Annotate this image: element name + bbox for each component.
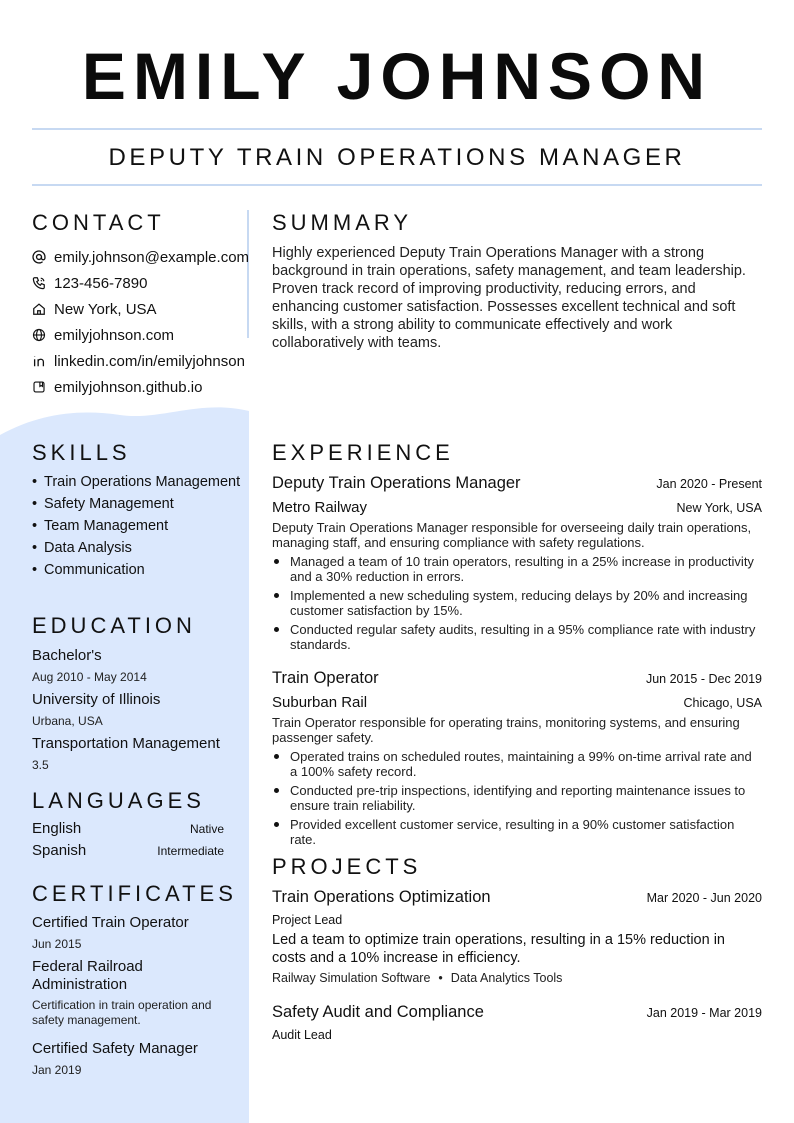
- contact-email-text: emily.johnson@example.com: [54, 248, 250, 266]
- contact-phone[interactable]: [32, 270, 262, 296]
- job-bullet: Conducted regular safety audits, resulting in a 95% compliance rate with industry standards.: [272, 622, 762, 652]
- job-bullets: [272, 749, 762, 847]
- certificate-name: Certified Train Operator: [32, 914, 189, 931]
- job-location: New York, USA: [676, 501, 762, 515]
- skill-item: • Safety Management: [32, 495, 242, 513]
- job-dates: Jan 2020 - Present: [656, 477, 762, 491]
- certificates-heading: CERTIFICATES: [32, 881, 237, 906]
- contact-linkedin-text: linkedin.com/in/emilyjohnson: [54, 352, 245, 370]
- certificate-date: Jan 2019: [32, 1063, 82, 1077]
- education-heading: EDUCATION: [32, 613, 196, 638]
- project-dates: Jan 2019 - Mar 2019: [646, 1006, 762, 1020]
- language-name: Spanish: [32, 842, 87, 859]
- job-description: Train Operator responsible for operating trains, monitoring systems, and ensuring passenger safety.: [272, 715, 740, 745]
- experience-heading: EXPERIENCE: [272, 440, 454, 465]
- job-bullet: Implemented a new scheduling system, reducing delays by 20% and increasing customer satisfaction by 15%.: [272, 588, 762, 618]
- skill-item: • Team Management: [32, 517, 242, 535]
- contact-website[interactable]: [32, 322, 262, 348]
- contact-email[interactable]: [32, 244, 262, 270]
- language-level: Native: [189, 822, 224, 836]
- skills-heading: SKILLS: [32, 440, 131, 465]
- job-title: Train Operator: [272, 669, 379, 687]
- header-bottom-rule: [32, 184, 762, 186]
- contact-github-text: emilyjohnson.github.io: [54, 378, 203, 396]
- job-company: Suburban Rail: [272, 694, 368, 711]
- contact-linkedin[interactable]: [32, 348, 262, 374]
- project-tech-list: Railway Simulation Software • Data Analytics Tools: [272, 971, 563, 985]
- project-dates: Mar 2020 - Jun 2020: [646, 891, 762, 905]
- job-bullet: Operated trains on scheduled routes, maintaining a 99% on-time arrival rate and a 100% safety record.: [272, 749, 762, 779]
- project-role: Audit Lead: [272, 1028, 332, 1042]
- phone-icon: [32, 276, 46, 290]
- contact-github[interactable]: [32, 374, 262, 400]
- certificate-name: Certified Safety Manager: [32, 1040, 198, 1057]
- language-level: Intermediate: [157, 844, 224, 858]
- job-role-title: DEPUTY TRAIN OPERATIONS MANAGER: [108, 144, 686, 171]
- job-bullet: Managed a team of 10 train operators, resulting in a 25% increase in productivity and a 30% reduction in errors.: [272, 554, 762, 584]
- education-school: University of Illinois: [32, 691, 161, 708]
- languages-list: [32, 820, 224, 864]
- job-description: Deputy Train Operations Manager responsible for overseeing daily train operations, managing staff, and ensuring compliance with safety regulations.: [272, 520, 752, 550]
- skill-item: • Train Operations Management: [32, 473, 242, 491]
- contact-location: [32, 296, 262, 322]
- candidate-name: EMILY JOHNSON: [81, 39, 713, 113]
- education-degree: Bachelor's: [32, 647, 102, 664]
- contact-phone-text: 123-456-7890: [54, 274, 148, 292]
- job-company: Metro Railway: [272, 499, 368, 516]
- contact-website-text: emilyjohnson.com: [54, 326, 175, 344]
- certificate-description: Certification in train operation and safety management.: [32, 998, 212, 1027]
- job-bullets: [272, 554, 762, 652]
- project-tech: Railway Simulation Software: [272, 971, 431, 985]
- languages-heading: LANGUAGES: [32, 788, 205, 813]
- summary-text: Highly experienced Deputy Train Operations Manager with a strong background in train operations, safety management, and team leadership. Proven track record of improving productivity, reducing errors, and enhancing customer satisfaction. Possesses excellent technical and soft skills, with a strong ability to communicate effectively and work collaboratively with teams.: [272, 245, 746, 351]
- education-field: Transportation Management: [32, 735, 220, 752]
- globe-icon: [32, 328, 46, 342]
- contact-list: [32, 244, 262, 400]
- education-gpa: 3.5: [32, 758, 49, 772]
- header-top-rule: [32, 128, 762, 130]
- project-tech: Data Analytics Tools: [450, 971, 563, 985]
- skill-item: • Communication: [32, 561, 242, 579]
- certificate-name: Federal Railroad Administration: [32, 958, 143, 993]
- language-item: [32, 842, 224, 864]
- home-icon: [32, 302, 46, 316]
- experience-entry: [272, 474, 762, 656]
- project-role: Project Lead: [272, 913, 343, 927]
- education-dates: Aug 2010 - May 2014: [32, 670, 147, 684]
- job-bullet: Provided excellent customer service, resulting in a 90% customer satisfaction rate.: [272, 817, 762, 847]
- job-title: Deputy Train Operations Manager: [272, 474, 521, 492]
- skills-list: [32, 473, 242, 583]
- skill-item: • Data Analysis: [32, 539, 242, 557]
- portfolio-icon: [32, 380, 46, 394]
- summary-heading: SUMMARY: [272, 210, 413, 235]
- language-name: English: [32, 820, 82, 837]
- education-entry: [32, 647, 232, 773]
- job-location: Chicago, USA: [683, 696, 762, 710]
- at-sign-icon: [32, 250, 46, 264]
- project-entry: [272, 888, 762, 985]
- experience-entry: [272, 669, 762, 851]
- contact-heading: CONTACT: [32, 210, 165, 235]
- project-name: Safety Audit and Compliance: [272, 1003, 484, 1021]
- contact-location-text: New York, USA: [54, 300, 157, 318]
- education-location: Urbana, USA: [32, 714, 103, 728]
- job-dates: Jun 2015 - Dec 2019: [645, 672, 762, 686]
- certificates-list: [32, 914, 237, 1078]
- job-bullet: Conducted pre-trip inspections, identifying and reporting maintenance issues to ensure train reliability.: [272, 783, 762, 813]
- certificate-date: Jun 2015: [32, 937, 82, 951]
- language-item: [32, 820, 224, 842]
- project-description: Led a team to optimize train operations, resulting in a 15% reduction in costs and a 10% increase in efficiency.: [272, 932, 725, 966]
- linkedin-icon: [32, 354, 46, 368]
- project-entry: [272, 1003, 762, 1042]
- project-name: Train Operations Optimization: [272, 888, 491, 906]
- projects-heading: PROJECTS: [272, 854, 422, 879]
